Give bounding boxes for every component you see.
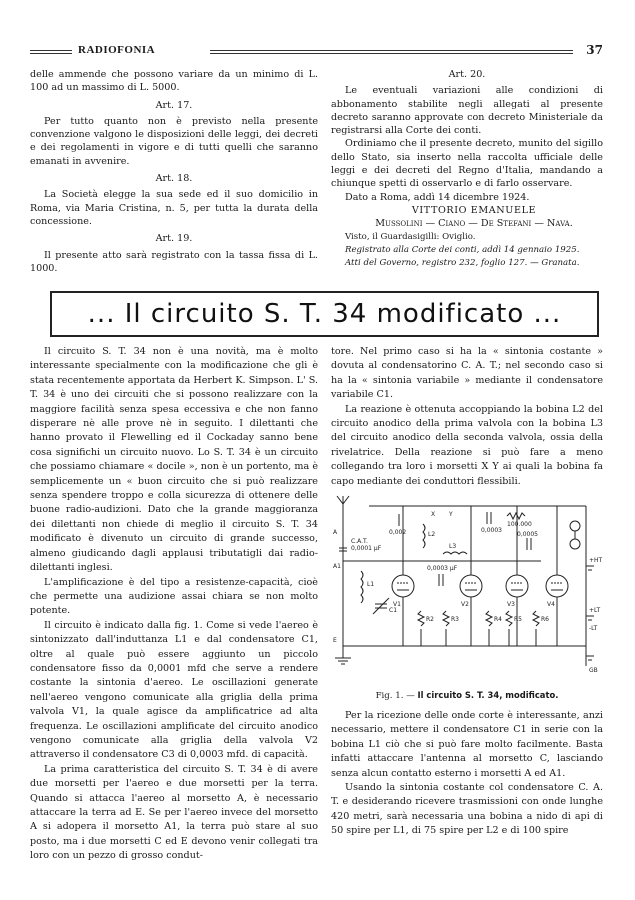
- ground-symbol: [335, 646, 351, 664]
- royal-signature: VITTORIO EMANUELE: [411, 204, 537, 216]
- label-r4: R4: [494, 616, 502, 623]
- article-paragraph: La prima caratteristica del circuito S. T. 34 è di avere due morsetti per l'aereo e due morsetti per la terra. Quando si attacca l'aereo al morsetto A, è necessario attaccare la terra ad E. Se per l'aereo invece del morsetto A si adopera il morsetto A1, la terra può stare al suo posto, ma i due morsetti C ed E devono venir collegati tra loro con un pezzo di grosso condut-: [30, 763, 318, 862]
- running-header: [30, 44, 603, 58]
- resistor-r3: [443, 611, 459, 626]
- article-column-left: [30, 345, 318, 864]
- article-paragraph: tore. Nel primo caso si ha la « sintonia costante » dovuta al condensatorino C. A. T.; nel secondo caso si ha la « sintonia variabile » mediante il condensatore variabile C1.: [331, 346, 603, 401]
- label-x: X: [431, 511, 436, 518]
- label-a: A: [333, 529, 338, 536]
- label-cat-value: 0,0001 µF: [351, 545, 382, 552]
- resistor-r4: [486, 611, 502, 626]
- label-c3: 0,0003 µF: [427, 565, 458, 572]
- bus-wires: [343, 506, 586, 646]
- label-v2: V2: [461, 601, 469, 608]
- decree-paragraph: Per tutto quanto non è previsto nella presente convenzione valgono le disposizioni delle leggi, dei decreti e dei regolamenti in vigore e di tutti quelli che saranno emanati in avvenire.: [30, 115, 318, 167]
- antenna-symbol: [337, 496, 349, 526]
- label-gb: GB: [589, 667, 598, 674]
- article-paragraph: Usando la sintonia costante col condensatore C. A. T. e desiderando ricevere trasmissioni con onde lunghe 420 metri, sarà necessaria una bobina a nido di api di 50 spire per L1, di 75 spire per L2 e di 100 spire: [331, 782, 603, 837]
- figure-caption: [331, 690, 603, 701]
- decree-date: Dato a Roma, addì 14 dicembre 1924.: [345, 191, 530, 203]
- decree-column-left: [30, 68, 318, 275]
- cat-capacitor: [339, 538, 382, 552]
- caption-prefix: Fig. 1. —: [375, 691, 415, 701]
- decree-paragraph: La Società elegge la sua sede ed il suo domicilio in Roma, via Maria Cristina, n. 5, per tutta la durata della concessione.: [30, 189, 318, 227]
- grid-bias-battery: [586, 646, 598, 674]
- label-r3: R3: [451, 616, 459, 623]
- page-number: 37: [586, 43, 603, 57]
- battery-ht: [586, 557, 603, 570]
- coil-l1: [361, 571, 374, 603]
- article-paragraph: L'amplificazione è del tipo a resistenze-capacità, cioè che permette una audizione assai chiara se non molto potente.: [30, 576, 318, 617]
- article-paragraph: La reazione è ottenuta accoppiando la bobina L2 del circuito anodico della prima valvola con la bobina L3 del circuito anodico della seconda valvola, ossia della rivelatrice. Della reazione si può fare a meno collegando tra loro i morsetti X Y ai quali la bobina fa capo mediante dei conduttori flessibili.: [331, 403, 603, 487]
- label-c1: C1: [389, 607, 398, 614]
- article-column-right-bottom: [331, 709, 603, 839]
- header-rule-right: [210, 50, 573, 54]
- capacitor-c6: [517, 531, 538, 550]
- label-e: E: [333, 637, 337, 644]
- article-paragraph: Il circuito è indicato dalla fig. 1. Come si vede l'aereo è sintonizzato dall'induttanza L1 e dal condensatore C1, oltre al quale può essere aggiunto un piccolo condensatore fisso da 0,0001 mfd che serve a rendere costante la sintonia d'aereo. Le oscillazioni generate nell'aereo vengono comunicate alla griglia della prima valvola V1, la quale agisce da amplificatrice ad alta frequenza. Le oscillazioni amplificate del circuito anodico vengono comunicate alla griglia della valvola V2 attraverso il condensatore C3 di 0,0003 mfd. di capacità.: [30, 619, 318, 761]
- capacitor-c3: [427, 565, 458, 586]
- decree-paragraph: delle ammende che possono variare da un minimo di L. 100 ad un massimo di L. 5000.: [30, 69, 318, 94]
- label-minus-lt: -LT: [589, 625, 598, 632]
- battery-lt: [586, 607, 601, 632]
- article-title: ... Il circuito S. T. 34 modificato ...: [87, 299, 562, 329]
- capacitor-c4: [481, 512, 502, 534]
- label-y: Y: [449, 511, 453, 518]
- label-plus-lt: +LT: [589, 607, 601, 614]
- label-v3: V3: [507, 601, 515, 608]
- decree-paragraph: Ordiniamo che il presente decreto, munito del sigillo dello Stato, sia inserto nella raccolta ufficiale delle leggi e dei decreti del Regno d'Italia, mandando a chiunque spetti di osservarlo e di farlo osservare.: [331, 138, 603, 190]
- registration-line: Registrato alla Corte dei conti, addì 14 gennaio 1925.: [345, 244, 580, 255]
- circuit-diagram: [331, 486, 603, 686]
- label-c5: 0,002: [389, 529, 407, 536]
- article-paragraph: Per la ricezione delle onde corte è interessante, anzi necessario, mettere il condensatore C1 in serie con la bobina L1 ciò che si può fare molto facilmente. Basta infatti attaccare l'antenna al morsetto C, lasciando senza alcun contatto esterno i morsetti A ed A1.: [331, 710, 603, 779]
- label-l3: L3: [449, 543, 457, 550]
- article-column-right-top: [331, 345, 603, 489]
- resistor-r5: [506, 611, 522, 626]
- article-heading: Art. 20.: [448, 69, 486, 80]
- label-r5: R5: [514, 616, 522, 623]
- article-title-box: [50, 291, 599, 337]
- label-c6: 0,0005: [517, 531, 538, 538]
- valve-wiring: [403, 506, 557, 646]
- label-c4: 0,0003: [481, 527, 502, 534]
- visto-line: Visto, il Guardasigilli: Oviglio.: [345, 231, 476, 242]
- label-v4: V4: [547, 601, 555, 608]
- coil-l2: [423, 524, 435, 548]
- decree-paragraph: Le eventuali variazioni alle condizioni di abbonamento stabilite negli allegati al presente decreto saranno approvate con decreto Ministeriale da registrarsi alla Corte dei conti.: [331, 85, 603, 137]
- label-cat: C.A.T.: [351, 538, 368, 545]
- capacitor-c5: [389, 514, 406, 536]
- decree-column-right: [331, 68, 603, 270]
- label-r6: R6: [541, 616, 549, 623]
- header-rule-left: [30, 50, 72, 54]
- caption-title: Il circuito S. T. 34, modificato.: [417, 690, 559, 700]
- article-heading: Art. 18.: [155, 173, 193, 185]
- article-paragraph: Il circuito S. T. 34 non è una novità, ma è molto interessante specialmente con la modificazione che gli è stata recentemente apportata da Herbert K. Simpson. L' S. T. 34 è uno dei circuiti che si possono realizzare con la maggiore facilità senza spesa eccessiva e che non fanno disperare nè alle prove nè in seguito. I dilettanti che hanno provato il Flewelling ed il Cockaday sanno bene cosa significhi un circuito nuovo. Lo S. T. 34 è un circuito che possiamo chiamare « docile », non è un portento, ma è semplicemente un « buon circuito che si può realizzare senza spendere troppo e colla sicurezza di ottenere delle buone radio-audizioni. Dato che la grande maggioranza dei dilettanti non chiede di meglio il circuito S. T. 34 modificato è divenuto un circuito di grande successo, almeno giudicando dagli applausi tributatigli dai radio-dilettanti inglesi.: [30, 346, 318, 574]
- article-heading: Art. 19.: [155, 233, 193, 245]
- registration-line: Atti del Governo, registro 232, foglio 127. — Granata.: [345, 258, 580, 269]
- label-l2: L2: [428, 531, 436, 538]
- label-l1: L1: [367, 581, 375, 588]
- article-heading: Art. 17.: [155, 99, 193, 111]
- label-a1: A1: [333, 563, 341, 570]
- minister-signatures: Mussolini — Ciano — De Stefani — Nava.: [375, 218, 573, 230]
- running-title: RADIOFONIA: [78, 44, 156, 56]
- resistor-r2: [418, 611, 434, 626]
- label-plus-ht: +HT: [589, 557, 603, 564]
- decree-paragraph: Il presente atto sarà registrato con la tassa fissa di L. 1000.: [30, 249, 318, 274]
- label-r2: R2: [426, 616, 434, 623]
- resistor-r6: [533, 611, 549, 626]
- coil-l3: [443, 543, 467, 554]
- headphone-output: [570, 521, 580, 549]
- resistor-100k: [507, 513, 532, 528]
- label-r100: 100.000: [507, 521, 532, 528]
- label-v1: V1: [393, 601, 401, 608]
